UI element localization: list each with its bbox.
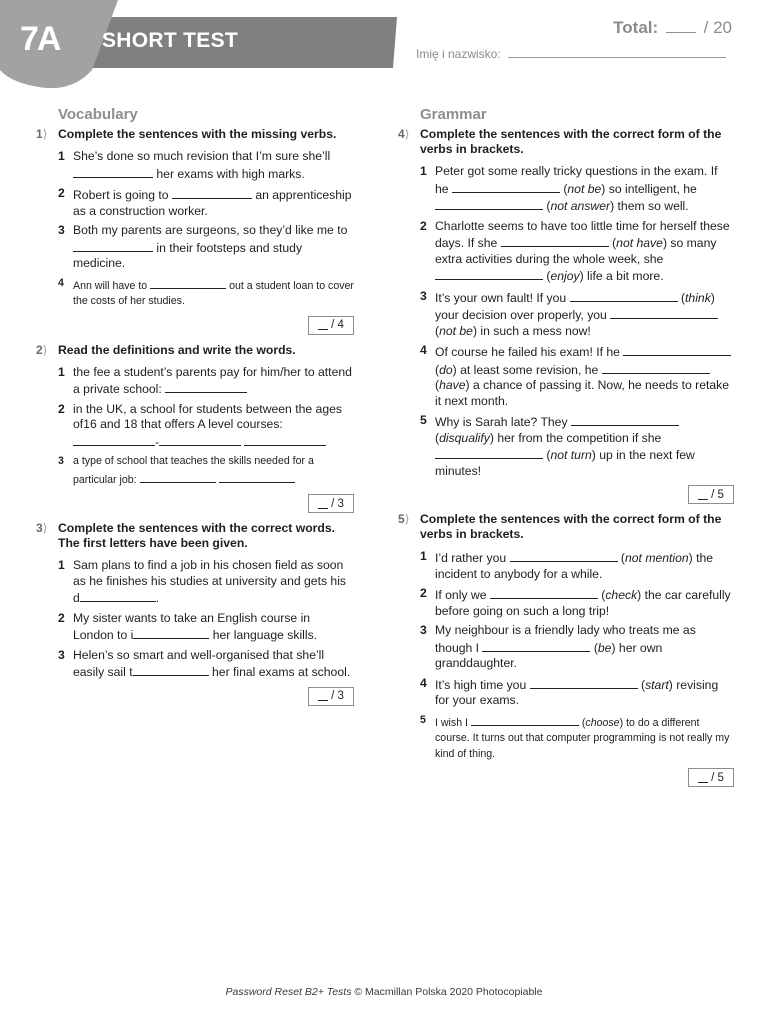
list-item: 1 She’s done so much revision that I’m sure she’ll her exams with high marks. [58,149,331,181]
score-box[interactable]: / 3 [308,687,354,706]
answer-blank[interactable] [73,433,155,446]
total-max: / 20 [703,18,732,37]
answer-blank[interactable] [165,380,247,393]
list-item: 2 in the UK, a school for students between the ages of16 and 18 that offers A level courses: - [58,401,342,449]
answer-blank[interactable] [435,267,543,280]
list-item: 3 It’s your own fault! If you (think) your decision over properly, you (not be) in such a mess now! [420,289,734,340]
list-item: 2 Robert is going to an apprenticeship as a construction worker. [58,186,352,218]
answer-blank[interactable] [73,165,153,178]
answer-blank[interactable] [150,276,226,289]
list-item: 3 a type of school that teaches the skills needed for a particular job: [58,455,314,486]
answer-blank[interactable] [80,589,156,602]
total-label: Total: [613,18,659,37]
grammar-heading: Grammar [420,106,487,123]
answer-blank[interactable] [530,676,638,689]
answer-blank[interactable] [490,586,598,599]
exercise-5 [398,512,734,787]
exercise-instruction: Complete the sentences with the correct form of the verbs in brackets. [420,127,722,156]
score-box[interactable]: / 3 [308,494,354,513]
list-item: 1 Peter got some really tricky questions in the exam. If he (not be) so intelligent, he (not answer) them so well. [420,164,718,213]
exercise-3 [36,521,354,706]
list-item: 2 If only we (check) the car carefully before going on such a long trip! [420,586,731,618]
list-item: 5 I wish I (choose) to do a different course. It turns out that computer programming is not really my kind of thing. [420,713,730,760]
list-item: 2 My sister wants to take an English course in London to i her language skills. [58,610,318,642]
unit-badge: 7A [20,20,60,58]
list-item: 4 Of course he failed his exam! If he (do) at least some revision, he (have) a chance of passing it. Now, he needs to retake it next month. [420,343,734,409]
grammar-column [398,106,734,795]
vocabulary-column [36,106,354,714]
answer-blank[interactable] [133,663,209,676]
score-box[interactable]: / 4 [308,316,354,335]
list-item: 3 Both my parents are surgeons, so they’d like me to in their footsteps and study medicine. [58,223,348,270]
list-item: 1 the fee a student’s parents pay for him/her to attend a private school: [58,364,352,396]
exercise-2 [36,343,354,514]
name-field[interactable] [508,46,726,58]
score-box[interactable]: / 5 [688,768,734,787]
score-box[interactable]: / 5 [688,485,734,504]
total-blank[interactable] [666,17,696,33]
answer-blank[interactable] [140,470,216,483]
answer-blank[interactable] [133,626,209,639]
test-title: SHORT TEST [102,29,239,52]
answer-blank[interactable] [159,433,241,446]
exercise-instruction: Read the definitions and write the words. [58,342,296,357]
answer-blank[interactable] [452,180,560,193]
list-item: 3 My neighbour is a friendly lady who treats me as though I (be) her own granddaughter. [420,623,696,670]
list-item: 4 It’s high time you (start) revising for your exams. [420,675,719,707]
answer-blank[interactable] [435,446,543,459]
list-item: 2 Charlotte seems to have too little time for herself these days. If she (not have) so many extra activities during the whole week, she (enjoy) life a bit more. [420,218,730,283]
answer-blank[interactable] [219,470,295,483]
answer-blank[interactable] [244,433,326,446]
answer-blank[interactable] [602,361,710,374]
list-item: 1 Sam plans to find a job in his chosen field as soon as he finishes his studies at university and gets his d . [58,558,347,605]
exercise-number: 4⟩ [398,127,410,141]
exercise-instruction: Complete the sentences with the missing verbs. [58,127,337,141]
list-item: 5 Why is Sarah late? They (disqualify) her from the competition if she (not turn) up in the next few minutes! [420,413,695,478]
name-row [416,46,726,61]
footer-book-title: Password Reset B2+ Tests [225,986,352,998]
answer-blank[interactable] [501,234,609,247]
answer-blank[interactable] [510,549,618,562]
answer-blank[interactable] [623,343,731,356]
answer-blank[interactable] [471,713,579,726]
answer-blank[interactable] [482,639,590,652]
list-item: 3 Helen’s so smart and well-organised that she’ll easily sail t her final exams at school. [58,647,351,679]
vocabulary-heading: Vocabulary [58,106,138,123]
exercise-number: 1⟩ [36,127,48,141]
exercise-4 [398,127,734,504]
footer [0,986,768,998]
total-score [613,17,732,38]
answer-blank[interactable] [571,413,679,426]
answer-blank[interactable] [610,306,718,319]
answer-blank[interactable] [172,186,252,199]
name-label: Imię i nazwisko: [416,47,501,61]
answer-blank[interactable] [570,289,678,302]
list-item: 1 I’d rather you (not mention) the incident to anybody for a while. [420,549,714,581]
list-item: 4 Ann will have to out a student loan to cover the costs of her studies. [58,276,354,307]
answer-blank[interactable] [435,197,543,210]
exercise-number: 3⟩ [36,521,48,535]
exercise-instruction: Complete the sentences with the correct words. The first letters have been given. [58,521,335,550]
exercise-instruction: Complete the sentences with the correct form of the verbs in brackets. [420,512,722,541]
footer-copyright: © Macmillan Polska 2020 Photocopiable [354,986,543,998]
exercise-1 [36,127,354,335]
answer-blank[interactable] [73,239,153,252]
exercise-number: 2⟩ [36,342,48,357]
exercise-number: 5⟩ [398,512,410,526]
